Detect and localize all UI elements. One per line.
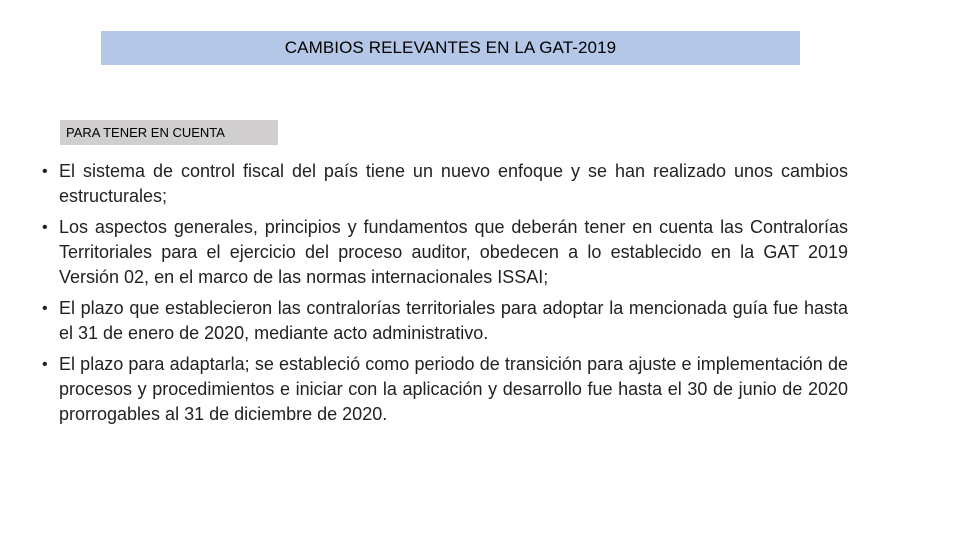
bullet-list: [42, 159, 848, 433]
bullet-dot-icon: •: [42, 356, 48, 373]
bullet-item: [42, 352, 848, 427]
bullet-item: [42, 159, 848, 209]
bullet-text: El plazo que establecieron las contralorías territoriales para adoptar la mencionada guía fue hasta el 31 de enero de 2020, mediante acto administrativo.: [59, 298, 848, 343]
bullet-dot-icon: •: [42, 163, 48, 180]
slide-title: CAMBIOS RELEVANTES EN LA GAT-2019: [284, 38, 617, 57]
bullet-item: [42, 296, 848, 346]
bullet-text: Los aspectos generales, principios y fundamentos que deberán tener en cuenta las Contralorías Territoriales para el ejercicio del proceso auditor, obedecen a lo establecido en la GAT 2019 Versión 02, en el marco de las normas internacionales ISSAI;: [59, 217, 848, 287]
slide-title-bar: [101, 31, 800, 65]
bullet-dot-icon: •: [42, 219, 48, 236]
bullet-text: El sistema de control fiscal del país tiene un nuevo enfoque y se han realizado unos cambios estructurales;: [59, 161, 848, 206]
section-label: PARA TENER EN CUENTA: [66, 125, 225, 140]
bullet-item: [42, 215, 848, 290]
bullet-dot-icon: •: [42, 300, 48, 317]
section-label-box: [60, 120, 278, 145]
bullet-text: El plazo para adaptarla; se estableció como periodo de transición para ajuste e implementación de procesos y procedimientos e iniciar con la aplicación y desarrollo fue hasta el 30 de junio de 2020 prorrogables al 31 de diciembre de 2020.: [59, 354, 848, 424]
